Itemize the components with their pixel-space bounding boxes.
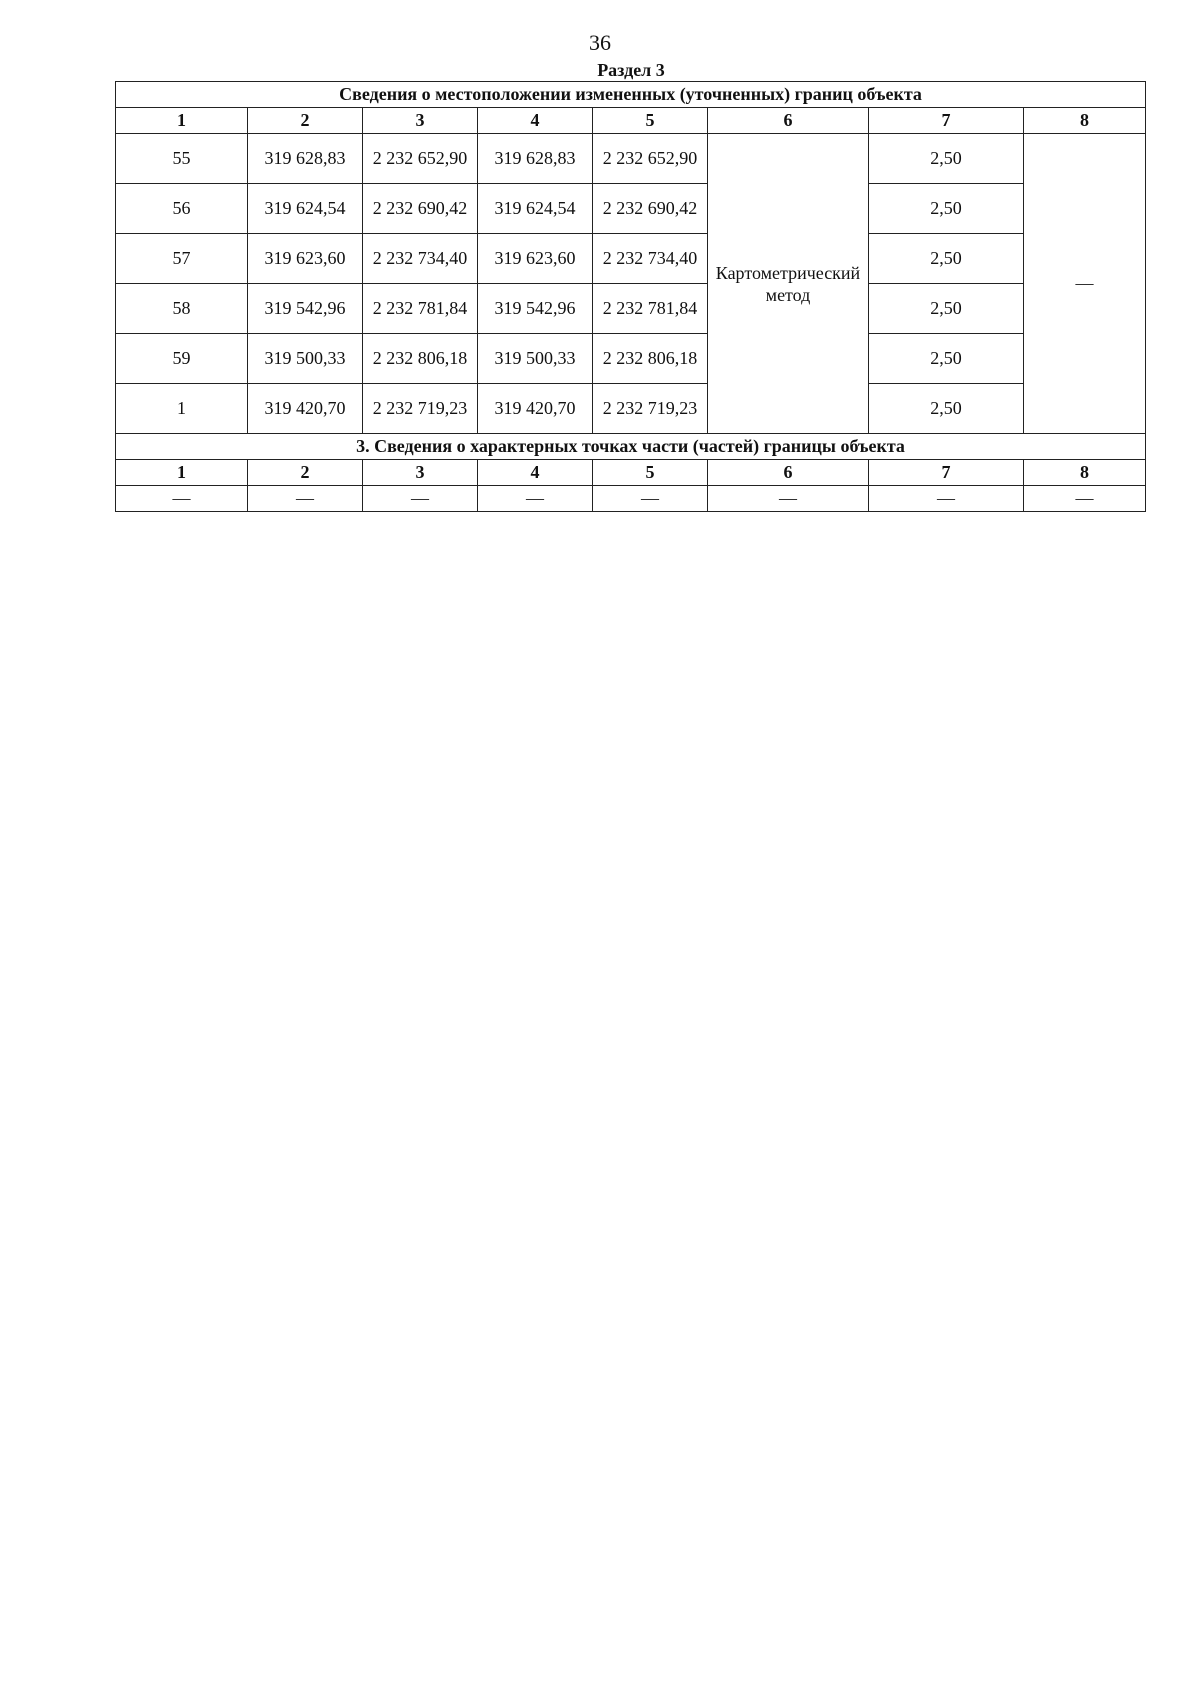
accuracy-value: 2,50 [869, 284, 1024, 334]
empty-value: — [1024, 486, 1146, 512]
column-number: 5 [593, 460, 708, 486]
coord-x: 319 623,60 [248, 234, 363, 284]
table-caption: Сведения о местоположении измененных (уточненных) границ объекта [116, 82, 1146, 108]
column-number: 4 [478, 460, 593, 486]
column-number: 1 [116, 460, 248, 486]
point-number: 58 [116, 284, 248, 334]
column-number: 5 [593, 108, 708, 134]
coord-y: 2 232 781,84 [363, 284, 478, 334]
column-number: 2 [248, 460, 363, 486]
column-number: 6 [708, 108, 869, 134]
coord-x: 319 628,83 [478, 134, 593, 184]
empty-value: — [116, 486, 248, 512]
accuracy-value: 2,50 [869, 234, 1024, 284]
column-number: 2 [248, 108, 363, 134]
accuracy-value: 2,50 [869, 134, 1024, 184]
column-number: 3 [363, 108, 478, 134]
table-row [116, 486, 1146, 512]
empty-value: — [478, 486, 593, 512]
page-number: 36 [589, 30, 611, 55]
empty-value: — [869, 486, 1024, 512]
coord-y: 2 232 690,42 [593, 184, 708, 234]
point-number: 57 [116, 234, 248, 284]
coord-y: 2 232 806,18 [593, 334, 708, 384]
coord-x: 319 624,54 [478, 184, 593, 234]
table-row [116, 284, 1146, 334]
column-number: 7 [869, 108, 1024, 134]
coord-y: 2 232 806,18 [363, 334, 478, 384]
coord-y: 2 232 652,90 [363, 134, 478, 184]
subsection-caption: 3. Сведения о характерных точках части (частей) границы объекта [116, 434, 1146, 460]
column-number: 8 [1024, 460, 1146, 486]
accuracy-value: 2,50 [869, 384, 1024, 434]
table-row [116, 234, 1146, 284]
coord-y: 2 232 719,23 [593, 384, 708, 434]
column-number: 3 [363, 460, 478, 486]
table-row [116, 384, 1146, 434]
accuracy-value: 2,50 [869, 334, 1024, 384]
col8-cell: — [1024, 134, 1146, 434]
column-number: 7 [869, 460, 1024, 486]
column-number: 8 [1024, 108, 1146, 134]
coord-y: 2 232 734,40 [363, 234, 478, 284]
coord-x: 319 500,33 [248, 334, 363, 384]
coord-x: 319 420,70 [478, 384, 593, 434]
method-cell: Картометрический метод [708, 134, 869, 434]
coord-y: 2 232 781,84 [593, 284, 708, 334]
column-number: 4 [478, 108, 593, 134]
coord-y: 2 232 734,40 [593, 234, 708, 284]
empty-value: — [248, 486, 363, 512]
accuracy-value: 2,50 [869, 184, 1024, 234]
column-number: 6 [708, 460, 869, 486]
column-number: 1 [116, 108, 248, 134]
point-number: 59 [116, 334, 248, 384]
coord-x: 319 542,96 [248, 284, 363, 334]
empty-value: — [593, 486, 708, 512]
coord-y: 2 232 719,23 [363, 384, 478, 434]
point-number: 1 [116, 384, 248, 434]
coord-y: 2 232 652,90 [593, 134, 708, 184]
coord-x: 319 624,54 [248, 184, 363, 234]
empty-value: — [708, 486, 869, 512]
point-number: 56 [116, 184, 248, 234]
section-title: Раздел 3 [597, 60, 665, 80]
coord-x: 319 628,83 [248, 134, 363, 184]
point-number: 55 [116, 134, 248, 184]
table-row [116, 134, 1146, 184]
coord-x: 319 420,70 [248, 384, 363, 434]
coord-x: 319 500,33 [478, 334, 593, 384]
coord-x: 319 542,96 [478, 284, 593, 334]
coord-y: 2 232 690,42 [363, 184, 478, 234]
table-row [116, 334, 1146, 384]
coord-x: 319 623,60 [478, 234, 593, 284]
boundary-table [115, 81, 1146, 512]
table-row [116, 184, 1146, 234]
empty-value: — [363, 486, 478, 512]
